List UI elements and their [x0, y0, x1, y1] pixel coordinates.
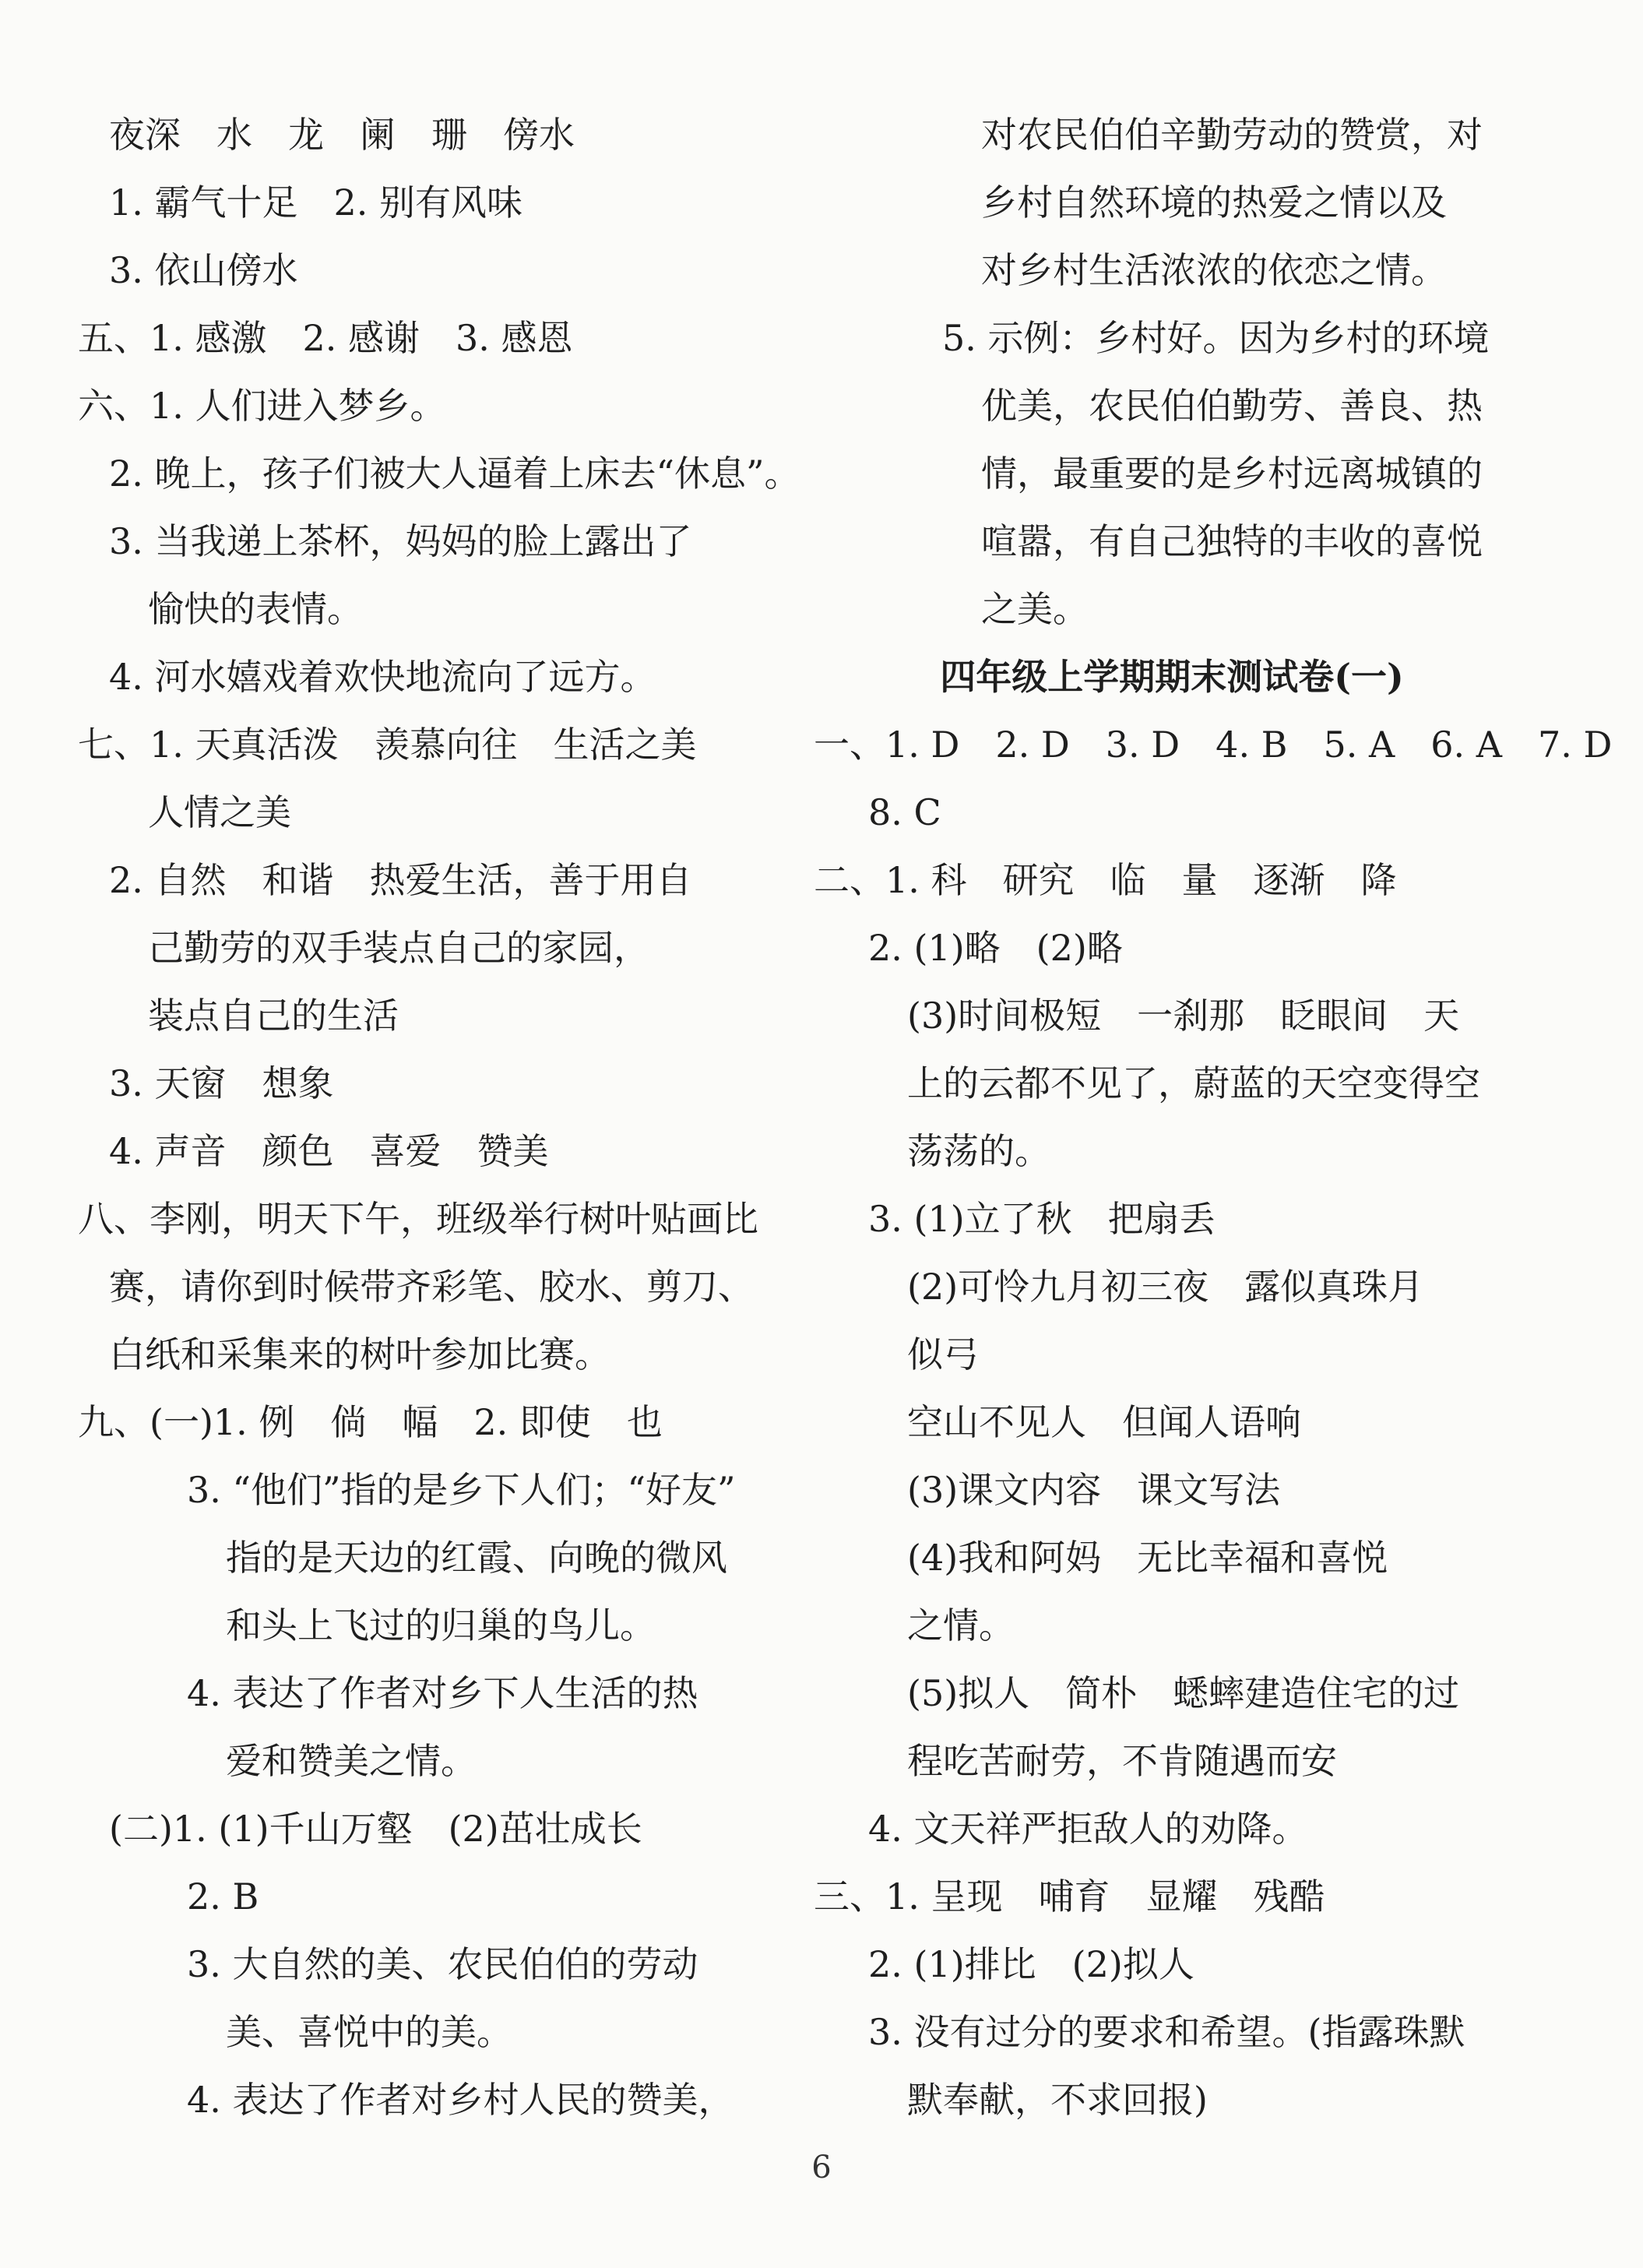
answer-line: 上的云都不见了，蔚蓝的天空变得空	[907, 1062, 1480, 1104]
answer-line: (3)课文内容 课文写法	[907, 1469, 1281, 1511]
answer-line: 3. “他们”指的是乡下人们；“好友”	[187, 1469, 736, 1511]
answer-line: 二、1. 科 研究 临 量 逐渐 降	[814, 859, 1397, 901]
right-column	[814, 101, 1613, 2134]
answer-line: 优美，农民伯伯勤劳、善良、热	[981, 385, 1483, 427]
answer-line: 一、1. D 2. D 3. D 4. B 5. A 6. A 7. D	[814, 724, 1613, 766]
answer-line: 之美。	[981, 588, 1089, 630]
answer-line: 4. 河水嬉戏着欢快地流向了远方。	[109, 656, 656, 698]
answer-line: 空山不见人 但闻人语响	[907, 1401, 1301, 1443]
answer-line: 八、李刚，明天下午，班级举行树叶贴画比	[78, 1198, 758, 1240]
answer-line: 3. 大自然的美、农民伯伯的劳动	[187, 1943, 698, 1985]
answer-line: 3. (1)立了秋 把扇丢	[868, 1198, 1216, 1240]
answer-line: 4. 文天祥严拒敌人的劝降。	[868, 1808, 1308, 1850]
answer-line: 对乡村生活浓浓的依恋之情。	[981, 249, 1447, 291]
answer-line: 4. 表达了作者对乡下人生活的热	[187, 1672, 698, 1714]
answer-line: 3. 当我递上茶杯，妈妈的脸上露出了	[109, 520, 692, 562]
answer-line: (2)可怜九月初三夜 露似真珠月	[907, 1266, 1424, 1308]
answer-line: 2. (1)排比 (2)拟人	[868, 1943, 1194, 1985]
answer-line: 4. 表达了作者对乡村人民的赞美，	[187, 2079, 734, 2121]
answer-line: 8. C	[868, 791, 941, 833]
answer-line: 六、1. 人们进入梦乡。	[78, 385, 446, 427]
answer-line: 己勤劳的双手装点自己的家园，	[148, 927, 649, 969]
answer-line: 似弓	[907, 1333, 979, 1375]
answer-line: 夜深 水 龙 阑 珊 傍水	[109, 114, 575, 156]
answer-line: 爱和赞美之情。	[226, 1740, 477, 1782]
answer-line: 七、1. 天真活泼 羡慕向往 生活之美	[78, 724, 697, 766]
answer-line: 默奉献，不求回报)	[907, 2079, 1208, 2121]
answer-line: 4. 声音 颜色 喜爱 赞美	[109, 1130, 549, 1172]
answer-line: 和头上飞过的归巢的鸟儿。	[226, 1604, 656, 1646]
answer-line: 2. 晚上，孩子们被大人逼着上床去“休息”。	[109, 453, 800, 495]
answer-line: 程吃苦耐劳，不肯随遇而安	[907, 1740, 1337, 1782]
answer-line: 3. 天窗 想象	[109, 1062, 334, 1104]
answer-line: 1. 霸气十足 2. 别有风味	[109, 181, 523, 224]
answer-line: 白纸和采集来的树叶参加比赛。	[109, 1333, 610, 1375]
answer-line: (二)1. (1)千山万壑 (2)茁壮成长	[109, 1808, 642, 1850]
page-number: 6	[811, 2150, 832, 2185]
answer-line: 3. 没有过分的要求和希望。(指露珠默	[868, 2011, 1465, 2053]
answer-line: 2. (1)略 (2)略	[868, 927, 1123, 969]
answer-line: 5. 示例：乡村好。因为乡村的环境	[942, 317, 1490, 359]
answer-line: 乡村自然环境的热爱之情以及	[981, 181, 1447, 224]
answer-line: 情，最重要的是乡村远离城镇的	[981, 453, 1483, 495]
answer-line: 指的是天边的红霞、向晚的微风	[226, 1537, 727, 1579]
answer-line: 九、(一)1. 例 倘 幅 2. 即使 也	[78, 1401, 663, 1443]
answer-line: 2. B	[187, 1875, 259, 1918]
answer-line: 2. 自然 和谐 热爱生活，善于用自	[109, 859, 692, 901]
answer-line: 荡荡的。	[907, 1130, 1050, 1172]
answer-line: 之情。	[907, 1604, 1015, 1646]
answer-line: 3. 依山傍水	[109, 249, 298, 291]
answer-line: 装点自己的生活	[148, 995, 399, 1037]
answer-line: 对农民伯伯辛勤劳动的赞赏，对	[981, 114, 1483, 156]
answer-line: 五、1. 感激 2. 感谢 3. 感恩	[78, 317, 573, 359]
section-title: 四年级上学期期末测试卷(一)	[940, 656, 1404, 698]
answer-line: (5)拟人 简朴 蟋蟀建造住宅的过	[907, 1672, 1460, 1714]
left-column	[78, 101, 800, 2134]
answer-line: 美、喜悦中的美。	[226, 2011, 512, 2053]
answer-line: 愉快的表情。	[148, 588, 363, 630]
answer-line: 赛，请你到时候带齐彩笔、胶水、剪刀、	[109, 1266, 754, 1308]
answer-line: (4)我和阿妈 无比幸福和喜悦	[907, 1537, 1388, 1579]
answer-line: 三、1. 呈现 哺育 显耀 残酷	[814, 1875, 1325, 1918]
answer-line: (3)时间极短 一刹那 眨眼间 天	[907, 995, 1460, 1037]
answer-line: 人情之美	[148, 791, 291, 833]
answer-line: 喧嚣，有自己独特的丰收的喜悦	[981, 520, 1483, 562]
